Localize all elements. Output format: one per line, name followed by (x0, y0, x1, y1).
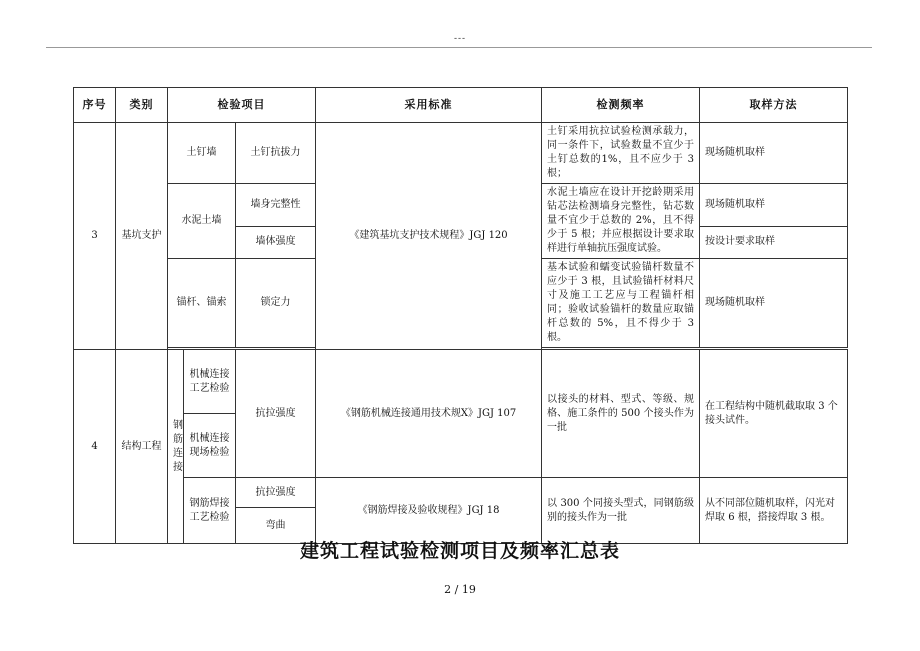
row3-anchor-item: 锁定力 (236, 259, 316, 348)
row3-cement-frequency: 水泥土墙应在设计开挖龄期采用钻芯法检测墙身完整性，钻芯数量不宜少于总数的 2%，且不得少于 5 根；并应根据设计要求取样进行单轴抗压强度试验。 (542, 184, 700, 259)
row3-cement-item-strength: 墙体强度 (236, 226, 316, 258)
row4-weld-item-tensile: 抗拉强度 (236, 478, 316, 508)
row3-soil-nail-wall: 土钉墙 (168, 123, 236, 184)
row3-anchor: 锚杆、锚索 (168, 259, 236, 348)
row4-category: 结构工程 (116, 350, 168, 544)
header-marker: --- (453, 34, 467, 44)
row4-weld-standard: 《钢筋焊接及验收规程》JGJ 18 (316, 478, 542, 544)
header-no: 序号 (74, 88, 116, 123)
row3-cement-sampling-a: 现场随机取样 (700, 184, 848, 227)
header-frequency: 检测频率 (542, 88, 700, 123)
row4-mech-standard: 《钢筋机械连接通用技术规X》JGJ 107 (316, 350, 542, 478)
header-rule (46, 47, 872, 48)
row3-category: 基坑支护 (116, 123, 168, 350)
row4-weld-frequency: 以 300 个同接头型式，同钢筋级别的接头作为一批 (542, 478, 700, 544)
row3-cement-sampling-b: 按设计要求取样 (700, 226, 848, 258)
row3-cement-wall: 水泥土墙 (168, 184, 236, 259)
header-item: 检验项目 (168, 88, 316, 123)
row4-mech-site: 机械连接现场检验 (184, 414, 236, 478)
table-row (74, 478, 848, 508)
test-frequency-table (73, 87, 848, 544)
row4-weld-sampling: 从不同部位随机取样，闪光对焊取 6 根，搭接焊取 3 根。 (700, 478, 848, 544)
page-number: 2 / 19 (444, 583, 476, 596)
row3-soil-nail-item: 土钉抗拔力 (236, 123, 316, 184)
row4-no: 4 (74, 350, 116, 544)
header-category: 类别 (116, 88, 168, 123)
row4-mech-frequency: 以接头的材料、型式、等级、规格、施工条件的 500 个接头作为一批 (542, 350, 700, 478)
row3-anchor-frequency: 基本试验和蠕变试验锚杆数量不应少于 3 根，且试验锚杆材料尺寸及施工工艺应与工程锚杆相同；验收试验锚杆的数量应取锚杆总数的 5%，且不得少于 3 根。 (542, 259, 700, 348)
row3-soil-nail-frequency: 土钉采用抗拉试验检测承载力，同一条件下，试验数量不宜少于土钉总数的1%，且不应少于 3 根； (542, 123, 700, 184)
row3-no: 3 (74, 123, 116, 350)
row4-mech-process: 机械连接工艺检验 (184, 350, 236, 414)
row4-mech-sampling: 在工程结构中随机截取取 3 个接头试件。 (700, 350, 848, 478)
row3-standard: 《建筑基坑支护技术规程》JGJ 120 (316, 123, 542, 350)
row3-cement-item-integrity: 墙身完整性 (236, 184, 316, 227)
row3-anchor-sampling: 现场随机取样 (700, 259, 848, 348)
row4-rebar-connection: 钢筋连接 (168, 350, 184, 544)
table-header-row (74, 88, 848, 123)
row4-weld-process: 钢筋焊接工艺检验 (184, 478, 236, 544)
document-title: 建筑工程试验检测项目及频率汇总表 (299, 540, 620, 562)
row4-mech-item: 抗拉强度 (236, 350, 316, 478)
row4-weld-item-bend: 弯曲 (236, 508, 316, 544)
table-row (74, 123, 848, 184)
row3-soil-nail-sampling: 现场随机取样 (700, 123, 848, 184)
header-standard: 采用标准 (316, 88, 542, 123)
header-sampling: 取样方法 (700, 88, 848, 123)
table-row (74, 350, 848, 414)
